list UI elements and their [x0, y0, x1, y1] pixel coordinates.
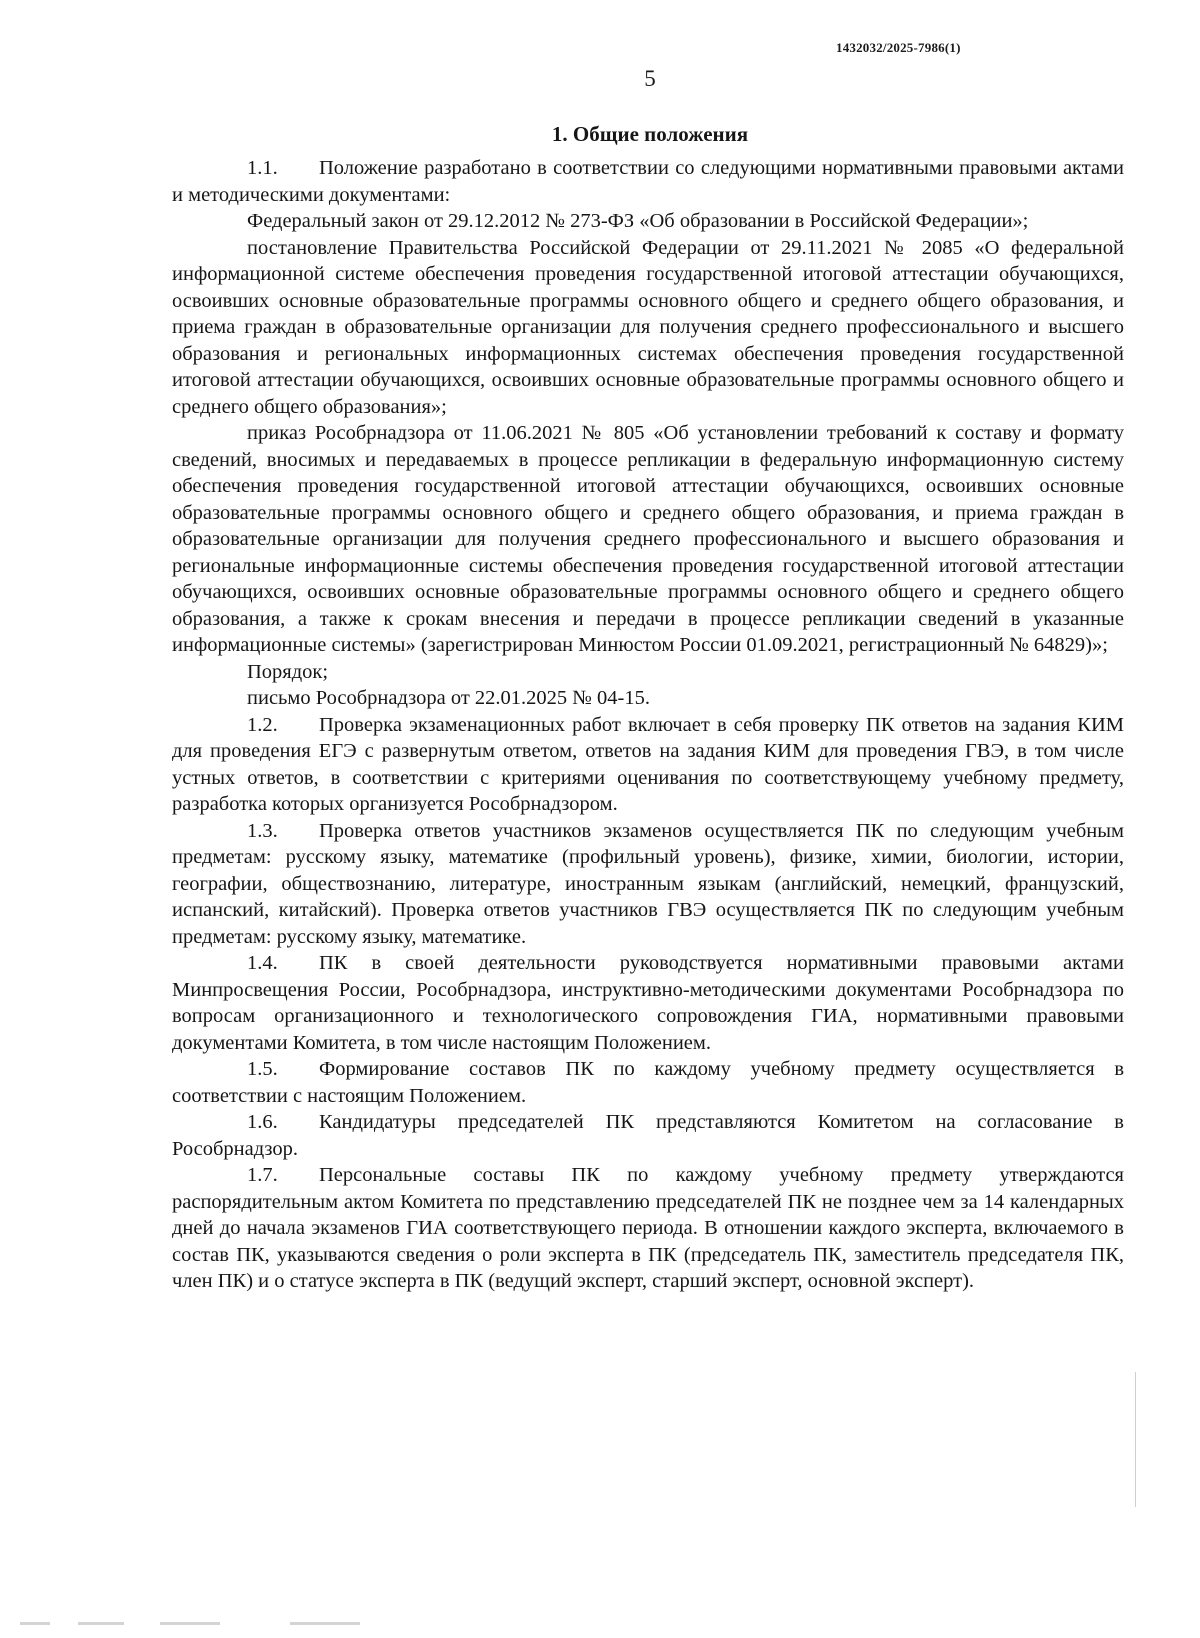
paragraph-text: Проверка ответов участников экзаменов осуществляется ПК по следующим учебным предметам: русскому языку, математике (профильный уровень), физике, химии, биологии, истории, географии, обществознанию, литературе, иностранным языкам (английский, немецкий, французский, испанский, китайский). Проверка ответов участников ГВЭ осуществляется ПК по следующим учебным предметам: русскому языку, математике. — [172, 819, 1124, 948]
section-title: 1. Общие положения — [551, 122, 749, 146]
paragraph-number: 1.7. — [247, 1164, 278, 1186]
paragraph-text: письмо Рособрнадзора от 22.01.2025 № 04-15. — [247, 687, 650, 709]
paragraph-1-1 — [172, 155, 1124, 208]
scan-mark — [20, 1622, 50, 1625]
paragraph-federal-law — [172, 208, 1124, 235]
paragraph-text: Формирование составов ПК по каждому учебному предмету осуществляется в соответствии с настоящим Положением. — [172, 1058, 1124, 1107]
scan-mark — [78, 1622, 124, 1625]
paragraph-procedure — [172, 659, 1124, 686]
paragraph-1-2 — [172, 712, 1124, 818]
paragraph-1-7 — [172, 1162, 1124, 1295]
paragraph-number: 1.4. — [247, 952, 278, 974]
paragraph-text: Порядок; — [247, 660, 329, 683]
paragraph-letter — [172, 685, 1124, 712]
paragraph-text: постановление Правительства Российской Федерации от 29.11.2021 № 2085 «О федеральной информационной системе обеспечения проведения государственной итоговой аттестации обучающихся, освоивших основные образовательные программы основного общего и среднего общего образования, и приема граждан в образовательные организации для получения среднего профессионального и высшего образования и региональных информационных системах обеспечения проведения государственной итоговой аттестации обучающихся, освоивших основные образовательные программы основного общего и среднего общего образования»; — [172, 236, 1124, 418]
paragraph-text: Положение разработано в соответствии со следующими нормативными правовыми актами и методическими документами: — [172, 157, 1124, 206]
paragraph-text: приказ Рособрнадзора от 11.06.2021 № 805 «Об установлении требований к составу и формату сведений, вносимых и передаваемых в процессе репликации в федеральную информационную систему обеспечения проведения государственной итоговой аттестации обучающихся, освоивших основные образовательные программы основного общего и среднего общего образования, и приема граждан в образовательные организации для получения среднего профессионального и высшего образования и региональные информационные системы обеспечения проведения государственной итоговой аттестации обучающихся, освоивших основные образовательные программы основного общего и среднего общего образования, а также к срокам внесения и передачи в процессе репликации сведений в указанные информационные системы» (зарегистрирован Минюстом России 01.09.2021, регистрационный № 64829)»; — [172, 422, 1124, 656]
paragraph-1-5 — [172, 1056, 1124, 1109]
paragraph-number: 1.1. — [247, 157, 278, 179]
scan-edge-line — [1135, 1372, 1136, 1507]
paragraph-1-4 — [172, 950, 1124, 1056]
paragraph-text: Персональные составы ПК по каждому учебному предмету утверждаются распорядительным актом Комитета по представлению председателей ПК не позднее чем за 14 календарных дней до начала экзаменов ГИА соответствующего периода. В отношении каждого эксперта, включаемого в состав ПК, указываются сведения о роли эксперта в ПК (председатель ПК, заместитель председателя ПК, член ПК) и о статусе эксперта в ПК (ведущий эксперт, старший эксперт, основной эксперт). — [172, 1164, 1124, 1292]
paragraph-number: 1.6. — [247, 1111, 278, 1133]
scan-mark — [290, 1622, 360, 1625]
scan-footer-marks — [20, 1622, 440, 1628]
paragraph-number: 1.5. — [247, 1058, 278, 1080]
scan-mark — [160, 1622, 220, 1625]
document-body — [172, 155, 1124, 1295]
paragraph-text: ПК в своей деятельности руководствуется нормативными правовыми актами Минпросвещения России, Рособрнадзора, инструктивно-методическими документами Рособрнадзора по вопросам организационного и технологического сопровождения ГИА, нормативными правовыми документами Комитета, в том числе настоящим Положением. — [172, 952, 1124, 1054]
paragraph-text: Кандидатуры председателей ПК представляются Комитетом на согласование в Рособрнадзор. — [172, 1111, 1124, 1160]
paragraph-rosobrnadzor-order — [172, 420, 1124, 659]
paragraph-number: 1.3. — [247, 819, 278, 842]
paragraph-number: 1.2. — [247, 713, 278, 736]
page-number: 5 — [644, 66, 656, 91]
document-id: 1432032/2025-7986(1) — [836, 40, 961, 55]
paragraph-1-3 — [172, 818, 1124, 951]
paragraph-government-decree — [172, 235, 1124, 421]
paragraph-text: Проверка экзаменационных работ включает в себя проверку ПК ответов на задания КИМ для проведения ЕГЭ с развернутым ответом, ответов на задания КИМ для проведения ГВЭ, в том числе устных ответов, в соответствии с критериями оценивания по соответствующему учебному предмету, разработка которых организуется Рособрнадзором. — [172, 713, 1124, 815]
paragraph-1-6 — [172, 1109, 1124, 1162]
paragraph-text: Федеральный закон от 29.12.2012 № 273-ФЗ «Об образовании в Российской Федерации»; — [247, 210, 1029, 232]
